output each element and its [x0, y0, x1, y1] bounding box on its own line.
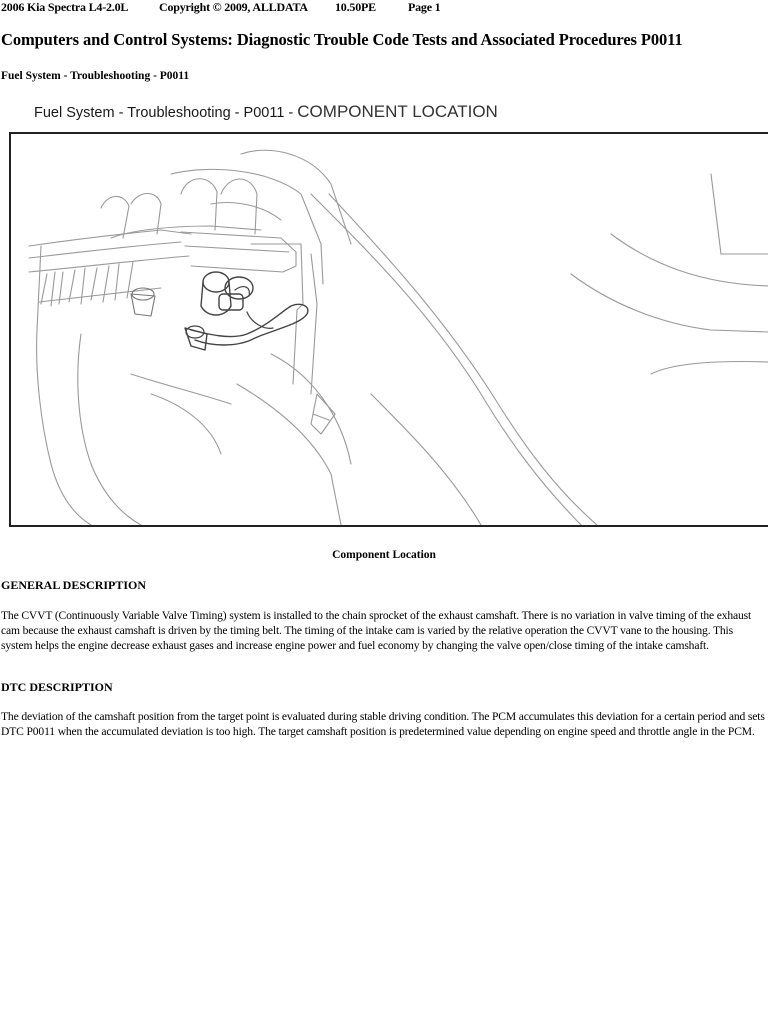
header-vehicle: 2006 Kia Spectra L4-2.0L [1, 0, 129, 14]
engine-component-illustration [11, 134, 768, 525]
dtc-description-heading: DTC DESCRIPTION [1, 680, 113, 694]
component-location-figure [9, 132, 768, 527]
general-description-heading: GENERAL DESCRIPTION [1, 578, 147, 592]
general-description-body: The CVVT (Continuously Variable Valve Timing) system is installed to the chain sprocket of the exhaust camshaft. There is no variation in valve timing of the exhaust cam because the exhaust camshaft is driven by the timing belt. The timing of the intake cam is varied by the relative operation the CVVT vane to the housing. This system helps the engine decrease exhaust gases and increase engine power and fuel economy by changing the valve open/close timing of the intake camshaft. [1, 609, 752, 652]
figure-title-emphasis: COMPONENT LOCATION [297, 102, 498, 121]
header-version: 10.50PE [335, 0, 376, 14]
figure-title-prefix: Fuel System - Troubleshooting - P0011 - [34, 105, 298, 121]
document-subtitle: Fuel System - Troubleshooting - P0011 [1, 70, 190, 82]
dtc-description-body: The deviation of the camshaft position from the target point is evaluated during stable driving condition. The PCM accumulates this deviation for a certain period and sets DTC P0011 when the accumulated deviation is too high. The target camshaft position is predetermined value depending on engine speed and throttle angle in the PCM. [1, 710, 765, 738]
figure-title [34, 102, 498, 122]
document-title: Computers and Control Systems: Diagnostic Trouble Code Tests and Associated Procedures P0011 [1, 30, 683, 49]
header-copyright: Copyright © 2009, ALLDATA [159, 0, 308, 14]
figure-caption: Component Location [332, 549, 436, 561]
page-header [1, 0, 440, 15]
header-page: Page 1 [408, 0, 441, 14]
